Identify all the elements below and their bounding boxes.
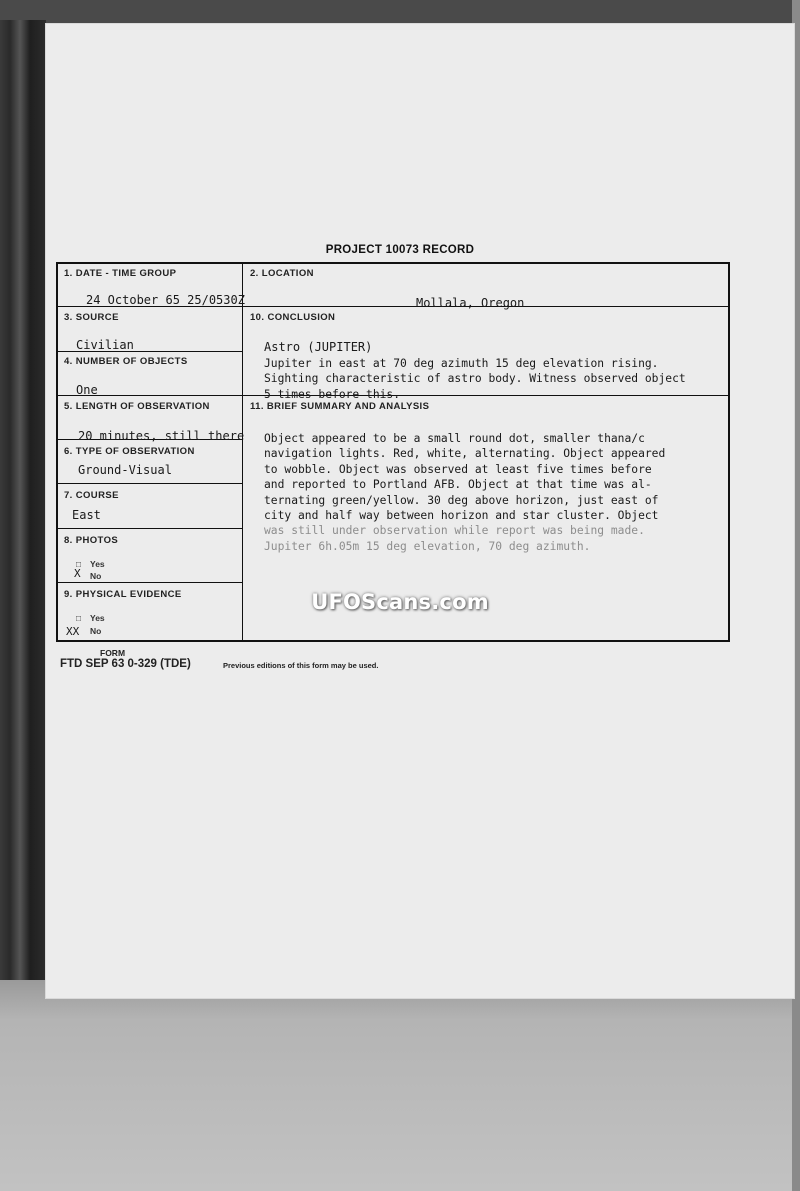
summary-line: and reported to Portland AFB. Object at that time was al- bbox=[264, 478, 652, 492]
conclusion-line: Jupiter in east at 70 deg azimuth 15 deg elevation rising. bbox=[264, 357, 659, 370]
watermark: UFOScans.com bbox=[311, 590, 489, 614]
summary-line-faint: Jupiter 6h.05m 15 deg elevation, 70 deg azimuth. bbox=[264, 539, 591, 553]
source-value: Civilian bbox=[76, 338, 134, 352]
summary-line: navigation lights. Red, white, alternating. Object appeared bbox=[264, 447, 666, 461]
summary-line: ternating green/yellow. 30 deg above horizon, just east of bbox=[264, 493, 659, 507]
location-label: 2. LOCATION bbox=[250, 268, 314, 279]
summary-line: city and half way between horizon and star cluster. Object bbox=[264, 509, 659, 523]
row-divider bbox=[58, 483, 242, 484]
physical-evidence-no-label: No bbox=[90, 626, 102, 636]
physical-evidence-yes-label: Yes bbox=[90, 613, 105, 623]
summary-line: to wobble. Object was observed at least five times before bbox=[264, 462, 652, 476]
course-value: East bbox=[72, 508, 101, 522]
form-title: PROJECT 10073 RECORD bbox=[325, 244, 475, 256]
footer-note: Previous editions of this form may be used. bbox=[223, 661, 379, 670]
summary-label: 11. BRIEF SUMMARY AND ANALYSIS bbox=[250, 401, 430, 412]
length-of-observation-label: 5. LENGTH OF OBSERVATION bbox=[64, 401, 210, 412]
row-divider bbox=[58, 528, 242, 529]
column-divider bbox=[242, 264, 243, 640]
length-of-observation-value: 20 minutes, still there bbox=[78, 429, 245, 443]
footer-form-word: FORM bbox=[100, 648, 126, 658]
summary-line: Object appeared to be a small round dot, smaller thana/c bbox=[264, 432, 645, 445]
physical-evidence-yes-checkbox: □ bbox=[76, 613, 82, 623]
scan-left-border bbox=[0, 20, 46, 980]
date-time-group-value: 24 October 65 25/0530Z bbox=[86, 293, 245, 307]
footer-form-id: FTD SEP 63 0-329 (TDE) bbox=[60, 658, 191, 670]
photos-no-label: No bbox=[90, 571, 102, 581]
source-label: 3. SOURCE bbox=[64, 312, 119, 323]
conclusion-heading: Astro (JUPITER) bbox=[264, 340, 373, 354]
location-value: Mollala, Oregon bbox=[416, 296, 525, 310]
summary-line-faint: was still under observation while report was being made. bbox=[264, 524, 645, 538]
photos-label: 8. PHOTOS bbox=[64, 535, 119, 546]
type-of-observation-value: Ground-Visual bbox=[78, 463, 172, 477]
number-of-objects-value: One bbox=[76, 383, 98, 397]
photos-no-mark: X bbox=[74, 567, 81, 580]
photos-yes-checkbox: □ bbox=[76, 559, 82, 569]
course-label: 7. COURSE bbox=[64, 490, 119, 501]
conclusion-text bbox=[264, 356, 734, 402]
row-divider bbox=[58, 582, 242, 583]
photos-yes-label: Yes bbox=[90, 559, 105, 569]
conclusion-label: 10. CONCLUSION bbox=[250, 312, 336, 323]
record-form bbox=[56, 262, 730, 642]
scan-bottom-background bbox=[0, 980, 800, 1191]
summary-text bbox=[264, 431, 734, 554]
conclusion-line: Sighting characteristic of astro body. Witness observed object bbox=[264, 372, 686, 386]
number-of-objects-label: 4. NUMBER OF OBJECTS bbox=[64, 356, 188, 367]
physical-evidence-label: 9. PHYSICAL EVIDENCE bbox=[64, 589, 182, 600]
date-time-group-label: 1. DATE - TIME GROUP bbox=[64, 268, 177, 279]
physical-evidence-no-mark: XX bbox=[66, 625, 80, 638]
type-of-observation-label: 6. TYPE OF OBSERVATION bbox=[64, 446, 195, 457]
conclusion-line: 5 times before this. bbox=[264, 387, 401, 401]
